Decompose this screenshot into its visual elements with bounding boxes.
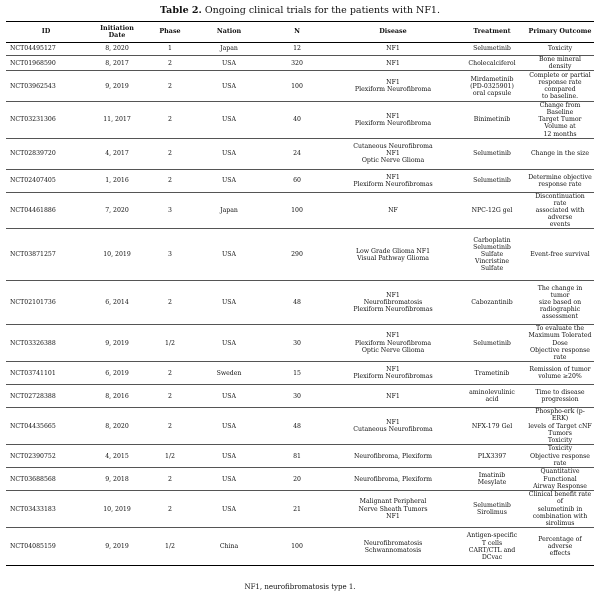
cell-primary-outcome: Discontinuation rate associated with adverse events (526, 192, 594, 228)
cell-phase: 1/2 (148, 445, 192, 468)
cell-phase: 3 (148, 229, 192, 281)
cell-disease: Neurofibroma, Plexiform (328, 468, 458, 491)
cell-phase: 1 (148, 43, 192, 56)
table-row (6, 192, 594, 228)
table-caption-text: Ongoing clinical trials for the patients with NF1. (204, 5, 440, 16)
cell-disease: NF1 (328, 56, 458, 71)
cell-initiation-date: 8, 2017 (86, 56, 148, 71)
cell-primary-outcome: Percentage of adverse effects (526, 528, 594, 566)
cell-disease: NF1 Cutaneous Neurofibroma (328, 408, 458, 445)
cell-id: NCT04461886 (6, 192, 86, 228)
cell-primary-outcome: Time to disease progression (526, 385, 594, 408)
cell-n: 100 (266, 192, 328, 228)
cell-id: NCT02407405 (6, 169, 86, 192)
table-caption (0, 5, 600, 16)
cell-nation: USA (192, 138, 266, 169)
cell-nation: Sweden (192, 362, 266, 385)
cell-disease: NF1 Plexiform Neurofibroma (328, 102, 458, 138)
cell-treatment: Selumetinib Sirolimus (458, 491, 526, 528)
cell-nation: USA (192, 385, 266, 408)
cell-disease: NF1 Plexiform Neurofibroma (328, 71, 458, 102)
cell-primary-outcome: Toxicity Objective response rate (526, 445, 594, 468)
cell-disease: NF (328, 192, 458, 228)
table-row (6, 408, 594, 445)
cell-treatment: NFX-179 Gel (458, 408, 526, 445)
cell-id: NCT03326388 (6, 325, 86, 362)
cell-id: NCT03433183 (6, 491, 86, 528)
cell-disease: NF1 Plexiform Neurofibroma Optic Nerve Glioma (328, 325, 458, 362)
cell-treatment: Cholecalciferol (458, 56, 526, 71)
cell-disease: Low Grade Glioma NF1 Visual Pathway Glioma (328, 229, 458, 281)
cell-phase: 2 (148, 169, 192, 192)
cell-id: NCT02390752 (6, 445, 86, 468)
cell-phase: 2 (148, 362, 192, 385)
cell-nation: USA (192, 56, 266, 71)
cell-primary-outcome: Bone mineral density (526, 56, 594, 71)
cell-n: 60 (266, 169, 328, 192)
cell-treatment: Antigen-specific T cells CART/CTL and DCvac (458, 528, 526, 566)
cell-nation: USA (192, 102, 266, 138)
cell-n: 20 (266, 468, 328, 491)
cell-initiation-date: 9, 2019 (86, 71, 148, 102)
cell-disease: Malignant Peripheral Nerve Sheath Tumors NF1 (328, 491, 458, 528)
cell-n: 100 (266, 528, 328, 566)
header-id: ID (6, 22, 86, 43)
cell-disease: NF1 Plexiform Neurofibromas (328, 169, 458, 192)
cell-id: NCT04495127 (6, 43, 86, 56)
cell-phase: 3 (148, 192, 192, 228)
cell-treatment: Mirdametinib (PD-0325901) oral capsule (458, 71, 526, 102)
cell-primary-outcome: Quantitative Functional Airway Response (526, 468, 594, 491)
table-row (6, 362, 594, 385)
table-row (6, 138, 594, 169)
cell-n: 30 (266, 385, 328, 408)
cell-nation: USA (192, 491, 266, 528)
cell-disease: NF1 (328, 43, 458, 56)
cell-nation: USA (192, 169, 266, 192)
table-row (6, 445, 594, 468)
cell-id: NCT03962543 (6, 71, 86, 102)
cell-treatment: Binimetinib (458, 102, 526, 138)
cell-initiation-date: 6, 2019 (86, 362, 148, 385)
cell-disease: Neurofibroma, Plexiform (328, 445, 458, 468)
cell-id: NCT04435665 (6, 408, 86, 445)
table-header-row (6, 22, 594, 43)
cell-phase: 2 (148, 468, 192, 491)
cell-initiation-date: 9, 2019 (86, 528, 148, 566)
cell-primary-outcome: To evaluate the Maximum Tolerated Dose Objective response rate (526, 325, 594, 362)
clinical-trials-table (6, 21, 594, 566)
cell-treatment: PLX3397 (458, 445, 526, 468)
cell-primary-outcome: Phospho-erk (p-ERK) levels of Target cNF Tumors Toxicity (526, 408, 594, 445)
cell-nation: Japan (192, 192, 266, 228)
cell-initiation-date: 11, 2017 (86, 102, 148, 138)
cell-treatment: Cabozantinib (458, 281, 526, 325)
cell-phase: 2 (148, 491, 192, 528)
cell-initiation-date: 8, 2020 (86, 408, 148, 445)
table-row (6, 281, 594, 325)
cell-initiation-date: 8, 2016 (86, 385, 148, 408)
cell-primary-outcome: Event-free survival (526, 229, 594, 281)
cell-initiation-date: 8, 2020 (86, 43, 148, 56)
header-nation: Nation (192, 22, 266, 43)
header-primary-outcome: Primary Outcome (526, 22, 594, 43)
header-initiation-date: Initiation Date (86, 22, 148, 43)
cell-id: NCT01968590 (6, 56, 86, 71)
header-disease: Disease (328, 22, 458, 43)
cell-phase: 2 (148, 56, 192, 71)
cell-phase: 2 (148, 71, 192, 102)
cell-nation: USA (192, 408, 266, 445)
cell-primary-outcome: Change from Baseline Target Tumor Volume at 12 months (526, 102, 594, 138)
cell-disease: NF1 (328, 385, 458, 408)
cell-nation: USA (192, 445, 266, 468)
table-row (6, 528, 594, 566)
cell-treatment: Selumetinib (458, 325, 526, 362)
cell-treatment: Selumetinib (458, 138, 526, 169)
cell-nation: Japan (192, 43, 266, 56)
table-row (6, 43, 594, 56)
table-row (6, 56, 594, 71)
cell-id: NCT03741101 (6, 362, 86, 385)
cell-phase: 2 (148, 385, 192, 408)
cell-disease: NF1 Neurofibromatosis Plexiform Neurofibromas (328, 281, 458, 325)
cell-primary-outcome: Determine objective response rate (526, 169, 594, 192)
cell-treatment: NPC-12G gel (458, 192, 526, 228)
cell-n: 48 (266, 408, 328, 445)
cell-initiation-date: 9, 2018 (86, 468, 148, 491)
cell-n: 100 (266, 71, 328, 102)
table-row (6, 325, 594, 362)
table-footnote: NF1, neurofibromatosis type 1. (244, 583, 356, 591)
table-row (6, 385, 594, 408)
table-row (6, 468, 594, 491)
cell-n: 21 (266, 491, 328, 528)
cell-phase: 2 (148, 138, 192, 169)
header-phase: Phase (148, 22, 192, 43)
cell-primary-outcome: The change in tumor size based on radiographic assessment (526, 281, 594, 325)
cell-n: 81 (266, 445, 328, 468)
cell-treatment: Selumetinib (458, 169, 526, 192)
cell-treatment: Imatinib Mesylate (458, 468, 526, 491)
cell-primary-outcome: Toxicity (526, 43, 594, 56)
cell-phase: 1/2 (148, 528, 192, 566)
cell-disease: Neurofibromatosis Schwannomatosis (328, 528, 458, 566)
cell-phase: 2 (148, 408, 192, 445)
table-row (6, 102, 594, 138)
cell-primary-outcome: Clinical benefit rate of selumetinib in combination with sirolimus (526, 491, 594, 528)
cell-nation: USA (192, 71, 266, 102)
table-row (6, 169, 594, 192)
cell-treatment: Carboplatin Selumetinib Sulfate Vincristine Sulfate (458, 229, 526, 281)
cell-n: 12 (266, 43, 328, 56)
table-row (6, 71, 594, 102)
cell-initiation-date: 4, 2017 (86, 138, 148, 169)
cell-id: NCT04085159 (6, 528, 86, 566)
cell-nation: USA (192, 281, 266, 325)
cell-initiation-date: 10, 2019 (86, 229, 148, 281)
table-row (6, 229, 594, 281)
header-treatment: Treatment (458, 22, 526, 43)
cell-n: 30 (266, 325, 328, 362)
cell-n: 320 (266, 56, 328, 71)
cell-phase: 2 (148, 281, 192, 325)
cell-initiation-date: 10, 2019 (86, 491, 148, 528)
cell-phase: 2 (148, 102, 192, 138)
cell-treatment: Trametinib (458, 362, 526, 385)
cell-id: NCT03871257 (6, 229, 86, 281)
cell-n: 290 (266, 229, 328, 281)
cell-primary-outcome: Remission of tumor volume ≥20% (526, 362, 594, 385)
cell-treatment: Selumetinib (458, 43, 526, 56)
cell-initiation-date: 4, 2015 (86, 445, 148, 468)
table-row (6, 491, 594, 528)
cell-n: 40 (266, 102, 328, 138)
cell-id: NCT02728388 (6, 385, 86, 408)
cell-initiation-date: 7, 2020 (86, 192, 148, 228)
cell-nation: USA (192, 468, 266, 491)
table-caption-label: Table 2. (160, 5, 202, 16)
cell-initiation-date: 9, 2019 (86, 325, 148, 362)
cell-initiation-date: 6, 2014 (86, 281, 148, 325)
cell-primary-outcome: Change in the size (526, 138, 594, 169)
header-n: N (266, 22, 328, 43)
cell-n: 15 (266, 362, 328, 385)
cell-nation: USA (192, 229, 266, 281)
cell-treatment: aminolevulinic acid (458, 385, 526, 408)
cell-n: 24 (266, 138, 328, 169)
cell-disease: NF1 Plexiform Neurofibromas (328, 362, 458, 385)
cell-initiation-date: 1, 2016 (86, 169, 148, 192)
cell-id: NCT02101736 (6, 281, 86, 325)
cell-primary-outcome: Complete or partial response rate compared to baseline. (526, 71, 594, 102)
cell-id: NCT02839720 (6, 138, 86, 169)
cell-id: NCT03231306 (6, 102, 86, 138)
cell-nation: China (192, 528, 266, 566)
cell-phase: 1/2 (148, 325, 192, 362)
cell-disease: Cutaneous Neurofibroma NF1 Optic Nerve Glioma (328, 138, 458, 169)
cell-nation: USA (192, 325, 266, 362)
cell-n: 48 (266, 281, 328, 325)
cell-id: NCT03688568 (6, 468, 86, 491)
